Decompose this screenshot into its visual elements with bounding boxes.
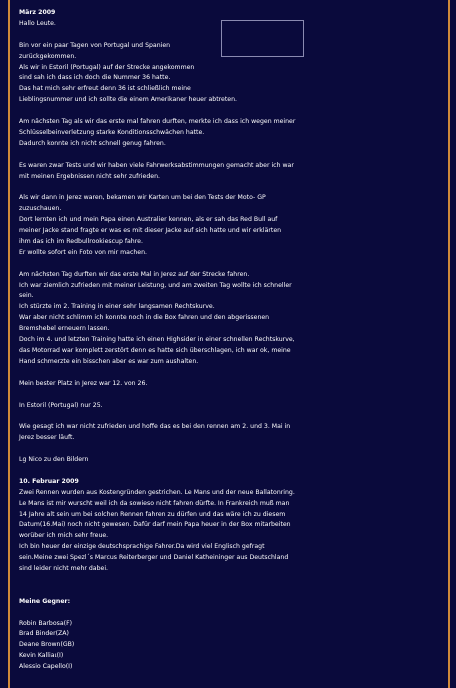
text-line: Am nächsten Tag als wir das erste mal fahren durften, merkte ich dass ich wegen meiner [19,118,296,126]
text-line: zuzuschauen. [19,205,62,213]
text-line: 14 Jahre alt sein um bei solchen Rennen fahren zu dürfen und das wäre ich zu diesem [19,510,286,518]
text-line: Dort lernten ich und mein Papa einen Australier kennen, als er sah das Red Bull auf [19,216,278,224]
text-line: Bremshebel erneuern lassen. [19,325,110,333]
text-line: Zwei Rennen wurden aus Kostengründen gestrichen. Le Mans und der neue Ballatonring. [19,488,295,496]
text-line: das Motorrad war komplett zerstört denn es hatte sich überschlagen, ich war ok, meine [19,347,291,355]
opponent-name: Kevin Kalliaι(I) [19,652,64,660]
opponent-name: Robin Barbosa(F) [19,619,73,627]
text-line: sein.Meine zwei Spezl´s Marcus Reiterberger und Daniel Katheininger aus Deutschland [19,554,289,562]
text-line: Es waren zwar Tests und wir haben viele Fahrwerksabstimmungen gemacht aber ich war [19,161,294,169]
text-line: Ich stürzte im 2. Training in einer sehr langsamen Rechtskurve. [19,303,215,311]
text-line: Le Mans ist mir wurscht weil ich da sowieso nicht fahren dürfte. In Frankreich muß man [19,499,290,507]
opponents-heading: Meine Gegner: [19,597,71,605]
opponent-name: Brad Binder(ZA) [19,630,69,638]
text-line: Dadurch konnte ich nicht schnell genug fahren. [19,139,166,147]
signoff-link[interactable]: Lg Nico zu den Bildern [19,456,89,464]
text-line: Schlüsselbeinverletzung starke Konditionsschwächen hatte. [19,128,205,136]
text-line: Wie gesagt ich war nicht zufrieden und hoffe das es bei den rennen am 2. und 3. Mai in [19,423,291,431]
text-line: Ich bin heuer der einzige deutschsprachige Fahrer.Da wird viel Englisch gefragt [19,543,265,551]
post-date: 10. Februar 2009 [19,477,79,485]
text-line: Hand schmerzte ein bisschen aber es war zum aushalten. [19,357,199,365]
text-line: Jerez besser läuft. [19,434,75,442]
text-line: sind sah ich dass ich doch die Nummer 36 hatte. [19,74,171,82]
text-line: Doch im 4. und letzten Training hatte ich einen Highsider in einer schnellen Rechtskurve, [19,336,295,344]
text-line: zurückgekommen. [19,52,77,60]
text-line: Bin vor ein paar Tagen von Portugal und Spanien [19,41,171,49]
text-line: Am nächsten Tag durften wir das erste Mal in Jerez auf der Strecke fahren. [19,270,250,278]
text-line: War aber nicht schlimm ich konnte noch in die Box fahren und den abgerissenen [19,314,270,322]
text-line: Lieblingsnummer und ich sollte die einem Amerikaner heuer abtreten. [19,96,237,104]
text-line: Mein bester Platz in Jerez war 12. von 26. [19,379,148,387]
greeting: Hallo Leute. [19,19,56,27]
text-line: Ich war ziemlich zufrieden mit meiner Leistung, und am zweiten Tag wollte ich schneller [19,281,292,289]
text-line: In Estoril (Portugal) nur 25. [19,401,103,409]
text-line: worüber ich mich sehr freue. [19,532,109,540]
text-line: Als wir in Estoril (Portugal) auf der Strecke angekommen [19,63,195,71]
blog-content [19,8,319,673]
text-line: sind leider nicht mehr dabei. [19,565,109,573]
opponent-name: Alessio Capello(I) [19,663,73,671]
text-line: Als wir dann in Jerez waren, bekamen wir Karten um bei den Tests der Moto- GP [19,194,266,202]
text-line: Das hat mich sehr erfreut denn 36 ist schließlich meine [19,85,191,93]
text-line: Er wollte sofort ein Foto von mir machen. [19,248,147,256]
text-line: Datum(16.Mai) noch nicht gewesen. Dafür darf mein Papa heuer in der Box mitarbeiten [19,521,291,529]
text-line: sein. [19,292,34,300]
opponent-name: Deane Brown(GB) [19,641,75,649]
post-date: März 2009 [19,9,56,16]
text-line: mit meinen Ergebnissen nicht sehr zufrieden. [19,172,160,180]
text-line: meiner Jacke stand fragte er was es mit dieser Jacke auf sich hatte und wir erklärten [19,227,282,235]
text-line: ihm das ich im Redbullrookiescup fahre. [19,237,143,245]
